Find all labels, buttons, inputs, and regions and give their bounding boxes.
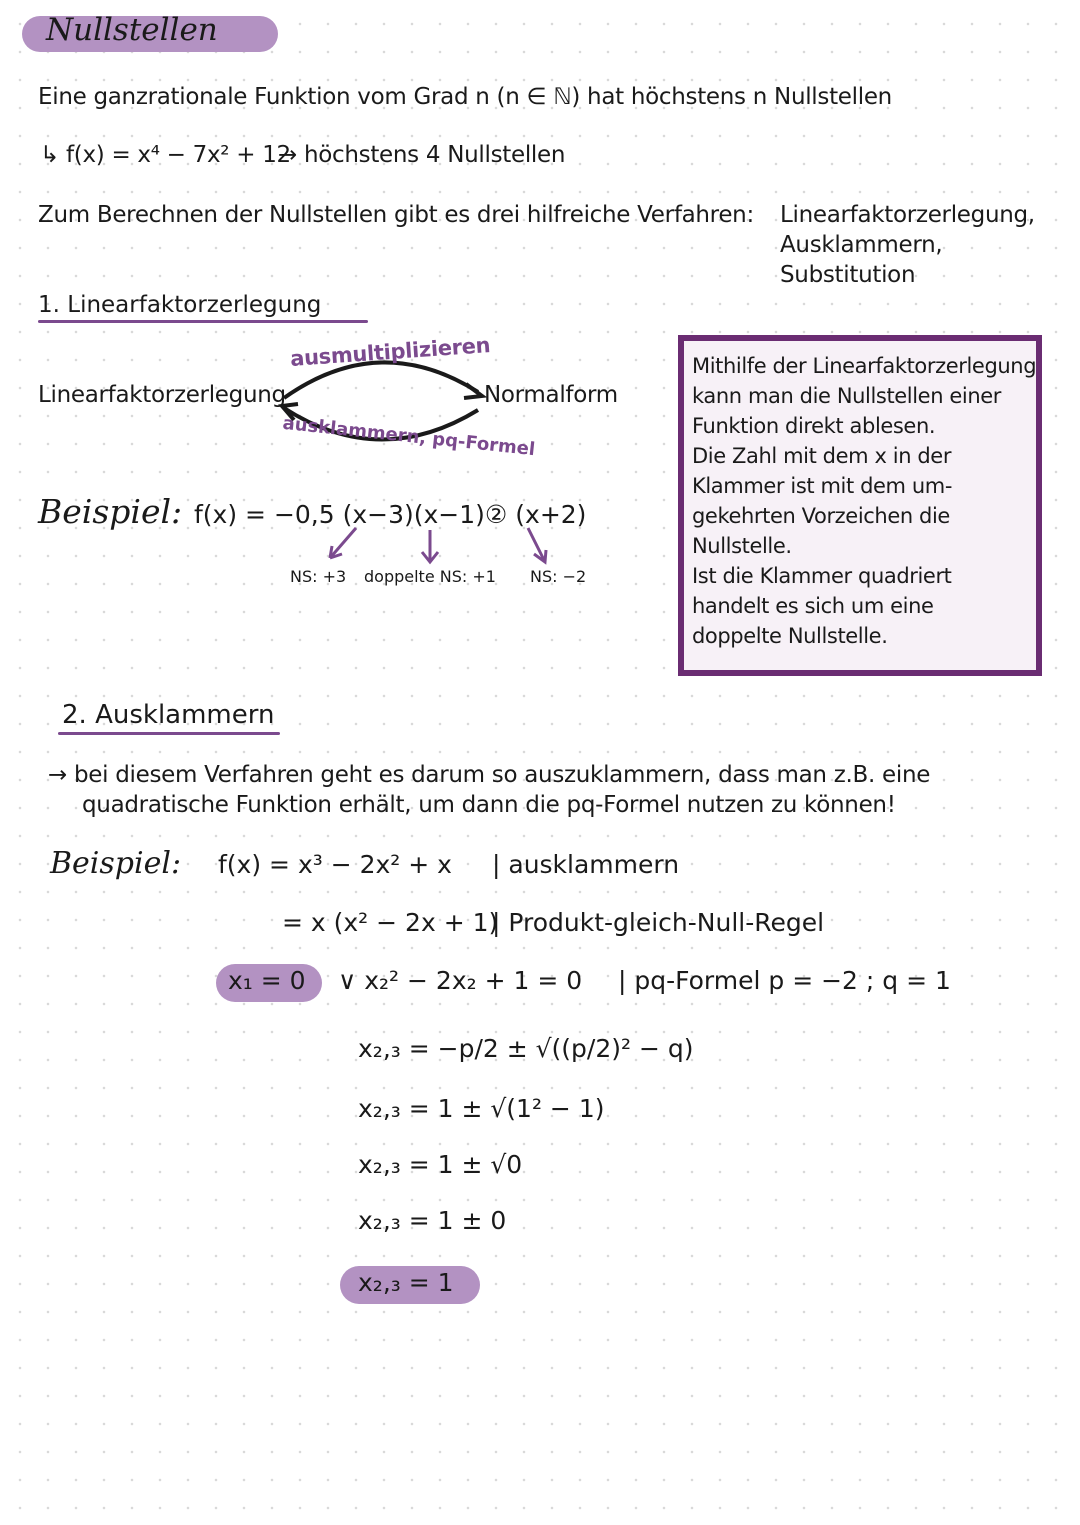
example-root-count: → höchstens 4 Nullstellen xyxy=(278,142,566,168)
arrow-top-head xyxy=(464,384,482,398)
root-3: NS: −2 xyxy=(530,567,587,586)
info-line: Nullstelle. xyxy=(692,534,792,558)
step-result: x₂,₃ = 1 xyxy=(358,1268,454,1297)
root-1: NS: +3 xyxy=(290,567,347,586)
diagram-right-label: Normalform xyxy=(484,382,618,408)
section-2-explanation-2: quadratische Funktion erhält, um dann die pq-Formel nutzen zu können! xyxy=(82,792,896,818)
info-line: Klammer ist mit dem um- xyxy=(692,474,953,498)
info-line: doppelte Nullstelle. xyxy=(692,624,888,648)
method-3: Substitution xyxy=(780,262,916,288)
section-1-heading: 1. Linearfaktorzerlegung xyxy=(38,292,322,318)
note-ausklammern: | ausklammern xyxy=(492,850,680,879)
section-1-example-label: Beispiel: xyxy=(38,492,183,531)
step-quadratic: ∨ x₂² − 2x₂ + 1 = 0 xyxy=(338,966,583,995)
info-line: Ist die Klammer quadriert xyxy=(692,564,952,588)
note-product-rule: | Produkt-gleich-Null-Regel xyxy=(492,908,825,937)
diagram-left-label: Linearfaktorzerlegung xyxy=(38,382,286,408)
step-x1: x₁ = 0 xyxy=(228,966,306,995)
info-line: gekehrten Vorzeichen die xyxy=(692,504,950,528)
step-insert: x₂,₃ = 1 ± √(1² − 1) xyxy=(358,1094,605,1123)
root-arrow-1 xyxy=(330,528,356,558)
section-2-example-label: Beispiel: xyxy=(50,846,182,881)
method-2: Ausklammern, xyxy=(780,232,943,258)
step-pq-formula: x₂,₃ = −p/2 ± √((p/2)² − q) xyxy=(358,1034,694,1063)
step-factored: = x (x² − 2x + 1) xyxy=(282,908,499,937)
step-original: f(x) = x³ − 2x² + x xyxy=(218,850,452,879)
section-1-example-formula: f(x) = −0,5 (x−3)(x−1)② (x+2) xyxy=(194,500,587,529)
info-line: Die Zahl mit dem x in der xyxy=(692,444,952,468)
method-1: Linearfaktorzerlegung, xyxy=(780,202,1035,228)
step-root-zero: x₂,₃ = 1 ± √0 xyxy=(358,1150,523,1179)
degree-rule: Eine ganzrationale Funktion vom Grad n (n ∈ ℕ) hat höchstens n Nullstellen xyxy=(38,84,892,110)
step-plus-minus-zero: x₂,₃ = 1 ± 0 xyxy=(358,1206,507,1235)
example-function: ↳ f(x) = x⁴ − 7x² + 12 xyxy=(40,142,291,168)
page-title: Nullstellen xyxy=(46,12,218,48)
info-line: handelt es sich um eine xyxy=(692,594,934,618)
section-2-underline xyxy=(58,732,280,735)
methods-lead: Zum Berechnen der Nullstellen gibt es drei hilfreiche Verfahren: xyxy=(38,202,754,228)
info-box xyxy=(678,335,1042,676)
info-line: Mithilfe der Linearfaktorzerlegung xyxy=(692,354,1037,378)
root-2: doppelte NS: +1 xyxy=(364,567,496,586)
info-line: Funktion direkt ablesen. xyxy=(692,414,936,438)
top-arrow-label: ausmultiplizieren xyxy=(289,333,492,371)
info-line: kann man die Nullstellen einer xyxy=(692,384,1001,408)
section-2-heading: 2. Ausklammern xyxy=(62,700,275,730)
section-2-explanation-1: → bei diesem Verfahren geht es darum so auszuklammern, dass man z.B. eine xyxy=(48,762,931,788)
bottom-arrow-label: ausklammern, pq-Formel xyxy=(281,412,537,461)
note-pq: | pq-Formel p = −2 ; q = 1 xyxy=(618,966,951,995)
